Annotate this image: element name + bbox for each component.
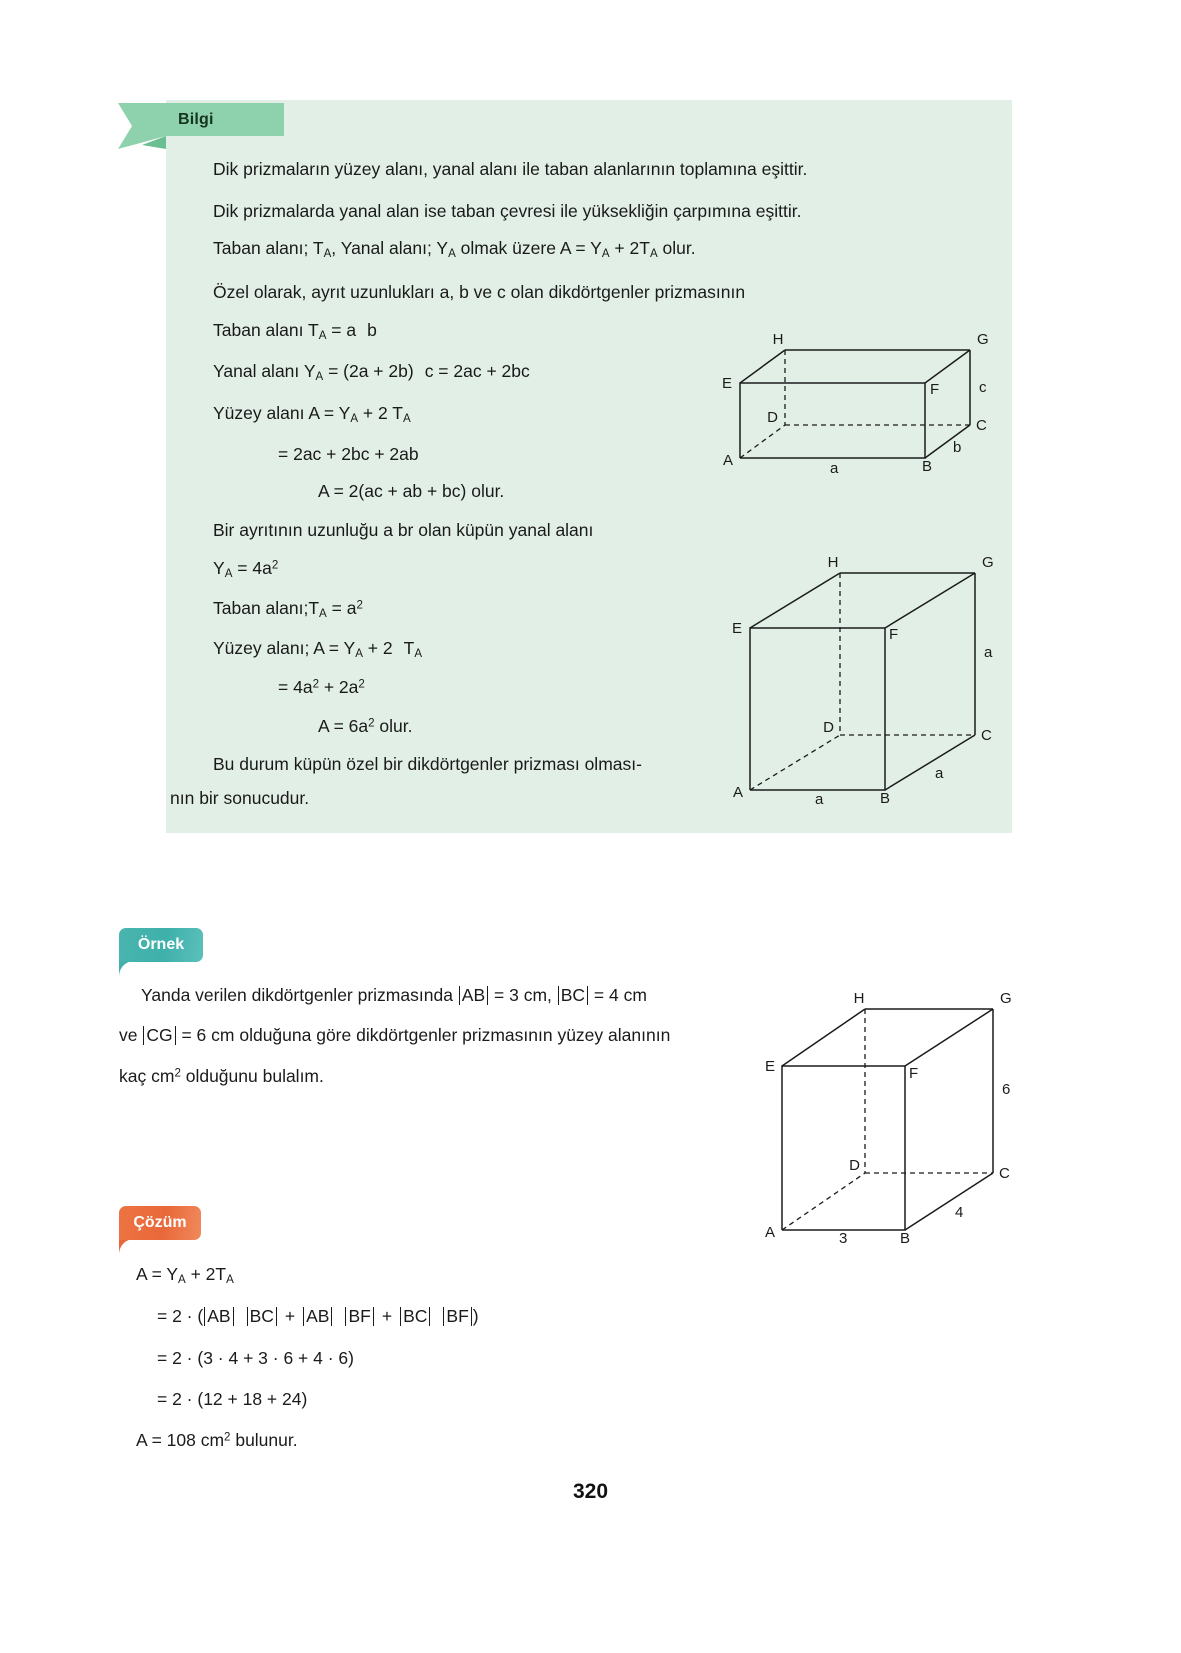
ornek-badge <box>119 928 203 962</box>
vertex-label-D: D <box>767 409 778 426</box>
cube-taban-post: = a <box>326 598 357 618</box>
formula-rect-final: A = 2(ac + ab + bc) olur. <box>318 481 505 501</box>
vertex-label-F: F <box>909 1065 919 1082</box>
formula-cube-yanal <box>213 558 278 580</box>
example-line-1-post: = 4 cm <box>589 985 647 1005</box>
vertex-label-B: B <box>900 1230 911 1247</box>
solution-line-1-mid: + 2T <box>185 1264 227 1284</box>
cube-taban-sub: A <box>319 608 327 621</box>
edge-label-3: 3 <box>839 1230 848 1247</box>
solution-line-5 <box>136 1430 298 1451</box>
info-line-4: Özel olarak, ayrıt uzunlukları a, b ve c olan dikdörtgenler prizmasının <box>213 282 746 302</box>
info-line-3 <box>213 238 696 260</box>
info-closing-line-2: nın bir sonucudur. <box>170 788 310 808</box>
formula-yuzey-sub2: A <box>402 413 411 426</box>
segment-BC: BC <box>558 986 588 1005</box>
formula-yanal-post: = (2a + 2b) <box>323 361 414 381</box>
edge-label-6: 6 <box>1002 1081 1011 1098</box>
edge-label-a-depth: a <box>935 765 944 782</box>
edge-label-b: b <box>953 439 962 456</box>
solution-line-1 <box>136 1264 234 1286</box>
vertex-label-A: A <box>722 452 733 469</box>
cube-final-pre: A = 6a <box>318 716 369 736</box>
solution-line-2-prefix: = 2 · ( <box>157 1306 204 1326</box>
vertex-label-H: H <box>827 554 839 571</box>
vertex-label-F: F <box>930 381 940 398</box>
vertex-label-G: G <box>982 554 994 571</box>
info-line-3-post: olur. <box>657 238 696 258</box>
edge-label-c: c <box>979 379 987 396</box>
example-line-2 <box>119 1025 670 1046</box>
solution-line-5-pre: A = 108 cm <box>136 1430 225 1450</box>
cube-yanal-sub: A <box>224 568 233 581</box>
example-line-2-pre: ve <box>119 1025 143 1045</box>
info-line-2: Dik prizmalarda yanal alan ise taban çevresi ile yüksekliğin çarpımına eşittir. <box>213 201 802 221</box>
example-line-1 <box>141 985 647 1006</box>
formula-yanal-pre: Yanal alanı Y <box>213 361 316 381</box>
formula-cube-taban <box>213 598 363 620</box>
solution-line-1-pre: A = Y <box>136 1264 179 1284</box>
info-tab-label: Bilgi <box>178 110 214 128</box>
figure-cube <box>730 554 1005 808</box>
info-line-1: Dik prizmaların yüzey alanı, yanal alanı ile taban alanlarının toplamına eşittir. <box>213 159 808 179</box>
segment-BC-1: BC <box>247 1307 277 1326</box>
cozum-badge-label: Çözüm <box>133 1214 187 1231</box>
cube-yuzey-sub: A <box>355 648 363 661</box>
solution-line-5-post: bulunur. <box>230 1430 298 1450</box>
vertex-label-B: B <box>880 790 891 807</box>
cube-final-sup: 2 <box>368 717 375 730</box>
formula-taban-alani-rect <box>213 320 377 342</box>
formula-cube-yuzey <box>213 638 422 660</box>
figure-rectangular-prism <box>715 330 1005 475</box>
cozum-badge-tail-icon <box>119 1239 135 1255</box>
formula-yuzey-alani-rect <box>213 403 411 425</box>
cube-taban-pre: Taban alanı;T <box>213 598 320 618</box>
solution-line-2-suffix: ) <box>472 1306 479 1326</box>
formula-rect-expand: = 2ac + 2bc + 2ab <box>278 444 419 464</box>
solution-line-2 <box>157 1306 479 1327</box>
cube-expand-sup1: 2 <box>312 678 319 691</box>
example-line-2-post: = 6 cm olduğuna göre dikdörtgenler prizmasının yüzey alanının <box>176 1025 671 1045</box>
cube-yanal-pre: Y <box>213 558 225 578</box>
segment-AB: AB <box>459 986 488 1005</box>
info-line-3-sub4: A <box>649 248 658 261</box>
vertex-label-G: G <box>977 331 989 348</box>
example-line-3-pre: kaç cm <box>119 1066 175 1086</box>
solution-line-4: = 2 · (12 + 18 + 24) <box>157 1389 308 1409</box>
example-line-3 <box>119 1066 324 1087</box>
cube-yanal-sup: 2 <box>271 559 279 572</box>
solution-line-1-sub1: A <box>178 1274 186 1287</box>
info-line-3-sub1: A <box>323 248 332 261</box>
formula-yuzey-post: + 2 T <box>358 403 403 423</box>
info-tab <box>166 103 284 136</box>
info-closing-line-1: Bu durum küpün özel bir dikdörtgenler prizması olması- <box>213 754 642 774</box>
segment-BC-2: BC <box>400 1307 430 1326</box>
vertex-label-E: E <box>764 1058 775 1075</box>
vertex-label-C: C <box>999 1165 1010 1182</box>
segment-BF-1: BF <box>345 1307 373 1326</box>
ornek-badge-tail-icon <box>119 961 135 977</box>
edge-label-a-right: a <box>984 644 993 661</box>
vertex-label-D: D <box>849 1157 860 1174</box>
info-cube-intro: Bir ayrıtının uzunluğu a br olan küpün yanal alanı <box>213 520 594 540</box>
cube-expand-mid: + 2a <box>318 677 359 697</box>
info-line-3-pre: Taban alanı; T <box>213 238 324 258</box>
cube-yuzey-tail: T <box>403 638 415 658</box>
solution-line-5-sup: 2 <box>224 1431 231 1444</box>
formula-yanal-tail: c = 2ac + 2bc <box>424 361 530 381</box>
segment-BF-2: BF <box>443 1307 471 1326</box>
vertex-label-H: H <box>772 331 784 348</box>
formula-cube-final <box>318 716 413 737</box>
cube-yanal-post: = 4a <box>232 558 272 578</box>
edge-label-a: a <box>830 460 839 477</box>
vertex-label-E: E <box>731 620 742 637</box>
formula-taban-tail: b <box>367 320 377 340</box>
info-line-3-mid2: olmak üzere A = Y <box>455 238 602 258</box>
cube-yuzey-post: + 2 <box>362 638 393 658</box>
cube-yuzey-pre: Yüzey alanı; A = Y <box>213 638 356 658</box>
vertex-label-B: B <box>922 458 933 475</box>
cube-expand-sup2: 2 <box>358 678 365 691</box>
info-line-3-mid3: + 2T <box>609 238 650 258</box>
info-line-3-mid: , Yanal alanı; Y <box>331 238 449 258</box>
formula-taban-pre: Taban alanı T <box>213 320 319 340</box>
cube-yuzey-sub2: A <box>414 648 423 661</box>
example-line-3-sup: 2 <box>174 1067 181 1080</box>
example-line-3-post: olduğunu bulalım. <box>180 1066 324 1086</box>
info-line-3-sub2: A <box>448 248 456 261</box>
formula-yuzey-sub: A <box>350 413 359 426</box>
segment-AB-2: AB <box>303 1307 332 1326</box>
page-number: 320 <box>572 1480 609 1503</box>
edge-label-a-front: a <box>815 791 824 808</box>
segment-AB-1: AB <box>204 1307 233 1326</box>
formula-yanal-alani-rect <box>213 361 530 383</box>
vertex-label-E: E <box>721 375 732 392</box>
solution-line-3: = 2 · (3 · 4 + 3 · 6 + 4 · 6) <box>157 1348 354 1368</box>
formula-cube-expand <box>278 677 365 698</box>
vertex-label-A: A <box>732 784 743 801</box>
vertex-label-C: C <box>981 727 992 744</box>
cube-final-post: olur. <box>374 716 413 736</box>
vertex-label-H: H <box>853 990 865 1007</box>
solution-line-2-plus-2: + <box>381 1306 393 1326</box>
example-line-1-pre: Yanda verilen dikdörtgenler prizmasında <box>141 985 458 1005</box>
vertex-label-D: D <box>823 719 834 736</box>
edge-label-4: 4 <box>955 1204 964 1221</box>
ornek-badge-label: Örnek <box>137 936 185 953</box>
info-line-3-sub3: A <box>601 248 610 261</box>
formula-yanal-sub: A <box>315 371 324 384</box>
cozum-badge <box>119 1206 201 1240</box>
vertex-label-G: G <box>1000 990 1012 1007</box>
vertex-label-C: C <box>976 417 987 434</box>
vertex-label-A: A <box>764 1224 775 1241</box>
solution-line-2-plus-1: + <box>284 1306 296 1326</box>
formula-taban-post: = a <box>326 320 357 340</box>
solution-line-1-sub2: A <box>226 1274 234 1287</box>
segment-CG: CG <box>143 1026 175 1045</box>
cube-expand-pre: = 4a <box>278 677 313 697</box>
example-line-1-mid: = 3 cm, <box>489 985 557 1005</box>
info-tab-tail-icon <box>118 103 166 149</box>
figure-example-prism <box>764 980 1030 1247</box>
formula-taban-sub: A <box>318 330 327 343</box>
vertex-label-F: F <box>889 626 899 643</box>
cube-taban-sup: 2 <box>356 599 363 612</box>
formula-yuzey-pre: Yüzey alanı A = Y <box>213 403 351 423</box>
